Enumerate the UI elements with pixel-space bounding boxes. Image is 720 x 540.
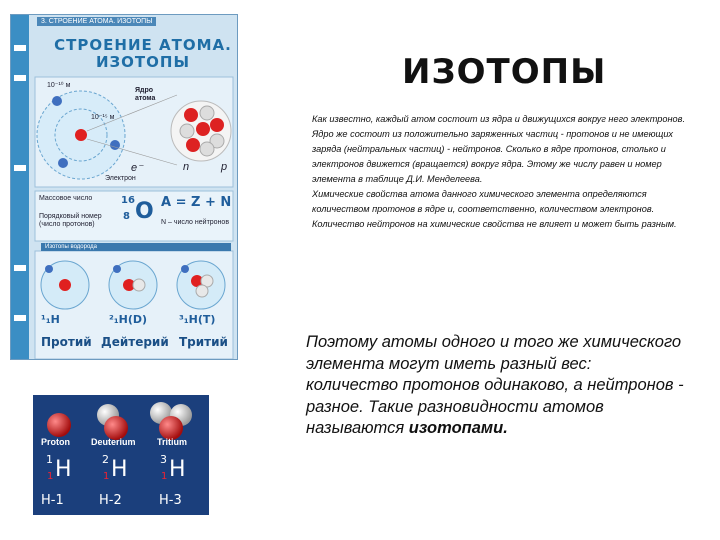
nucleus-cluster [171,101,231,161]
poster-title-line1: СТРОЕНИЕ АТОМА. [54,36,232,54]
tritium-name: Тритий [179,335,228,349]
deuterium-name: Дейтерий [101,335,169,349]
electron-symbol: e⁻ [131,162,143,174]
atomic-number-label: Порядковый номер [39,213,102,220]
h1-letter: H [55,457,72,482]
neutron-formula: N – число нейтронов [161,219,230,226]
isotopes-section-header: Изотопы водорода [41,243,231,251]
poster-subtitle: 3. СТРОЕНИЕ АТОМА. ИЗОТОПЫ [37,17,156,26]
h3-charge: 1 [161,471,168,482]
h2-charge: 1 [103,471,110,482]
nucleus-size-label: 10⁻¹⁵ м [91,114,115,121]
tritium-atom [177,261,225,309]
nucleus-dot [75,129,87,141]
h3-symbol [160,453,186,482]
h1-code: H-1 [41,493,64,508]
element-symbol: O [135,199,154,224]
h1-symbol [46,453,72,482]
protium-formula: ¹₁H [41,313,60,326]
tritium-formula: ³₁H(T) [179,313,216,326]
mass-formula: A = Z + N [161,195,232,210]
h1-charge: 1 [47,471,54,482]
conclusion-body: Поэтому атомы одного и того же химического элемента могут иметь разный вес: количество протонов одинаково, а нейтронов - разное. Такие разновидности атомов называются [306,333,684,437]
h3-code: H-3 [159,493,182,508]
h2-code: H-2 [99,493,122,508]
neutron-symbol: n [183,161,190,173]
h2-symbol [102,453,128,482]
h2-letter: H [111,457,128,482]
tritium-label: Tritium [157,437,188,447]
proton-label: Proton [41,437,70,447]
deuterium-atom [109,261,157,309]
description-paragraph-2: Химические свойства атома данного химического элемента определяются количеством протонов в ядре и, соответственно, количеством электронов. Количество нейтронов на химические свойства не влияет и может быть разным. [312,189,677,229]
protium-name: Протий [41,335,92,349]
electron-label: Электрон [105,175,136,182]
atom-size-label: 10⁻¹⁰ м [47,82,71,89]
proton-symbol: p [221,161,228,173]
mass-number-label: Массовое число [39,195,93,202]
atomic-number-sub: (число протонов) [39,221,95,228]
poster-title-line2: ИЗОТОПЫ [95,53,191,71]
page-title: ИЗОТОПЫ [402,52,607,92]
hydrogen-isotopes-card [33,395,209,515]
nucleus-label-1: Ядро [135,87,154,94]
poster-illustration [11,15,238,360]
h3-mass: 3 [160,453,167,466]
atom-structure-poster [10,14,238,360]
conclusion-text [306,332,686,440]
conclusion-term: изотопами. [408,419,508,437]
deuterium-formula: ²₁H(D) [109,313,148,326]
nucleus-label-2: атома [135,95,156,102]
h2-mass: 2 [102,453,109,466]
h1-mass: 1 [46,453,53,466]
description-paragraph-1: Как известно, каждый атом состоит из ядра и движущихся вокруг него электронов. Ядро же состоит из положительно заряженных частиц - протонов и не имеющих заряда (нейтральных частиц) - нейтронов. Сколько в ядре протонов, столько и электронов движется (вращается) вокруг ядра. Этому же числу равен и номер элемента в таблице Д.И. Менделеева. [312,114,686,184]
h3-letter: H [169,457,186,482]
element-number: 8 [123,211,130,222]
description-text [312,112,700,232]
protium-atom [41,261,89,309]
element-mass: 16 [121,195,135,206]
deuterium-label: Deuterium [91,437,136,447]
